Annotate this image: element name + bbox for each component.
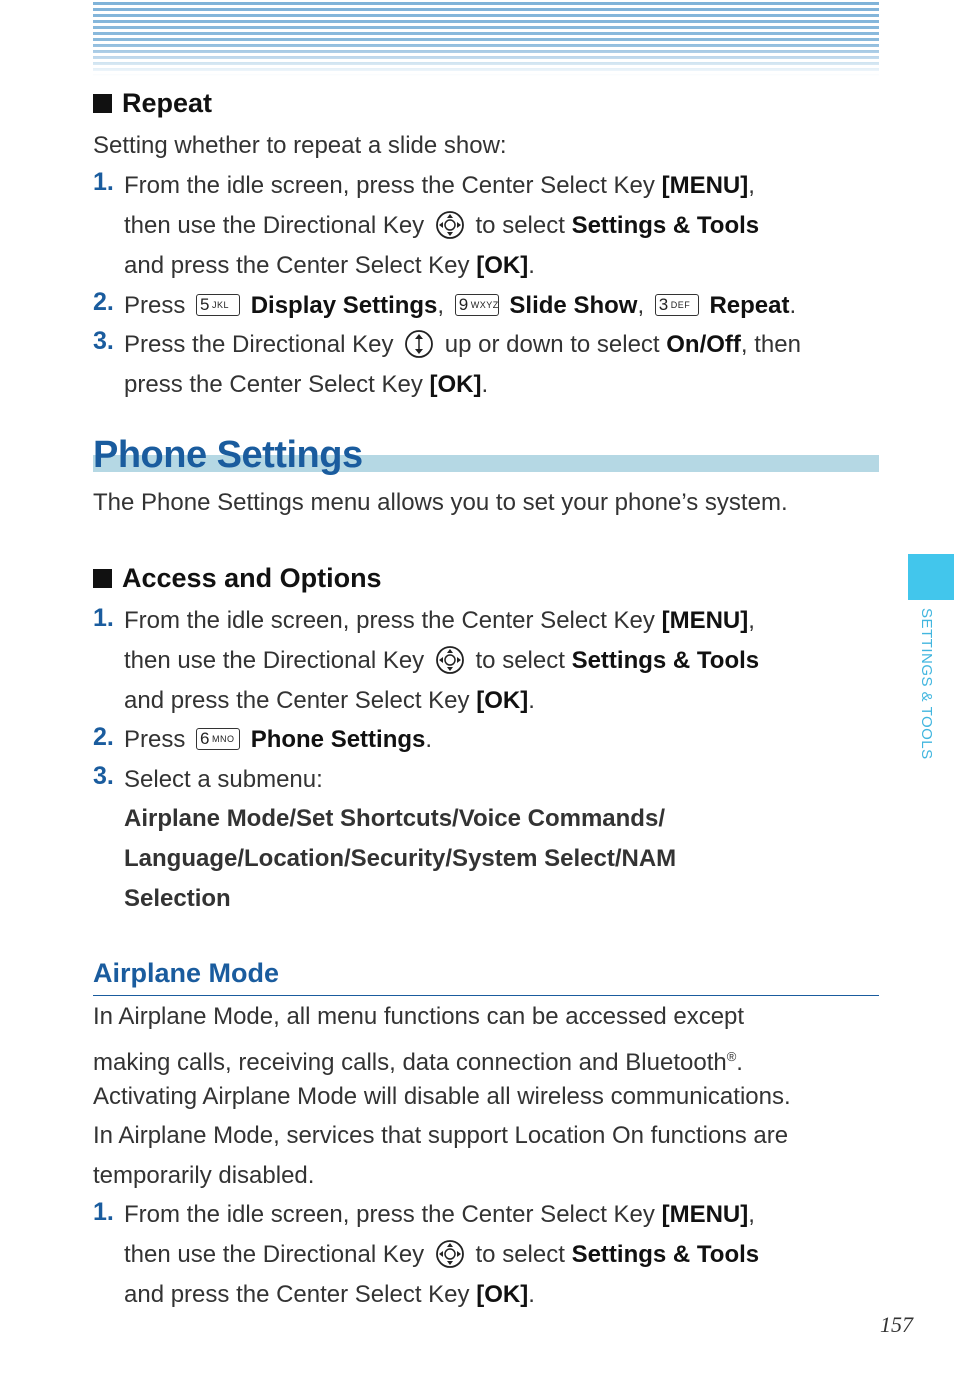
access-step1-line1: From the idle screen, press the Center Select Key [MENU], xyxy=(124,607,755,634)
submenu-list-line1: Airplane Mode/Set Shortcuts/Voice Commands/ xyxy=(124,805,665,832)
airplane-para-line2: making calls, receiving calls, data connection and Bluetooth®. xyxy=(93,1049,743,1076)
heading-underline xyxy=(93,995,879,996)
submenu-list-line3: Selection xyxy=(124,885,231,912)
repeat-heading-text: Repeat xyxy=(122,88,213,118)
key-5-icon: 5 JKL xyxy=(196,294,240,316)
repeat-step2: Press 5 JKL Display Settings, 9 WXYZ Slide Show, 3 DEF Repeat. xyxy=(124,292,797,319)
airplane-step1-line1: From the idle screen, press the Center Select Key [MENU], xyxy=(124,1201,755,1228)
up-down-key-icon xyxy=(404,329,434,359)
directional-key-icon xyxy=(435,645,465,675)
step-number: 1. xyxy=(93,604,114,632)
key-3-icon: 3 DEF xyxy=(655,294,699,316)
repeat-step1-line1: From the idle screen, press the Center Select Key [MENU], xyxy=(124,172,755,199)
section-tab-label: SETTINGS & TOOLS xyxy=(918,608,935,760)
step-number: 2. xyxy=(93,288,114,316)
access-step2: Press 6 MNO Phone Settings. xyxy=(124,726,433,753)
page-title: Phone Settings xyxy=(93,434,363,476)
step-number: 3. xyxy=(93,327,114,355)
repeat-step1-line3: and press the Center Select Key [OK]. xyxy=(124,252,535,279)
bullet-square-icon xyxy=(93,94,112,113)
page-number: 157 xyxy=(880,1312,913,1337)
access-step1-line2: then use the Directional Key to select Settings & Tools xyxy=(124,647,760,674)
repeat-step3-line2: press the Center Select Key [OK]. xyxy=(124,371,489,398)
header-stripes xyxy=(93,2,879,76)
section-tab-marker xyxy=(908,554,954,600)
repeat-step1-line2: then use the Directional Key to select Settings & Tools xyxy=(124,212,760,239)
access-step3-intro: Select a submenu: xyxy=(124,766,323,793)
directional-key-icon xyxy=(435,210,465,240)
repeat-heading xyxy=(93,88,212,119)
airplane-step1-line2: then use the Directional Key to select Settings & Tools xyxy=(124,1241,760,1268)
airplane-heading: Airplane Mode xyxy=(93,958,280,988)
bullet-square-icon xyxy=(93,569,112,588)
airplane-para-line3: Activating Airplane Mode will disable all wireless communications. xyxy=(93,1083,791,1110)
airplane-para-line4: In Airplane Mode, services that support Location On functions are xyxy=(93,1122,789,1149)
key-6-icon: 6 MNO xyxy=(196,728,240,750)
step-number: 1. xyxy=(93,1198,114,1226)
repeat-intro: Setting whether to repeat a slide show: xyxy=(93,132,507,159)
submenu-list-line2: Language/Location/Security/System Select/NAM xyxy=(124,845,677,872)
access-step1-line3: and press the Center Select Key [OK]. xyxy=(124,687,535,714)
key-9-icon: 9 WXYZ xyxy=(455,294,499,316)
repeat-step3-line1: Press the Directional Key up or down to select On/Off, then xyxy=(124,331,801,358)
access-heading xyxy=(93,563,382,594)
step-number: 1. xyxy=(93,168,114,196)
airplane-para-line1: In Airplane Mode, all menu functions can be accessed except xyxy=(93,1003,745,1030)
directional-key-icon xyxy=(435,1239,465,1269)
step-number: 2. xyxy=(93,723,114,751)
access-heading-text: Access and Options xyxy=(122,563,382,593)
step-number: 3. xyxy=(93,762,114,790)
airplane-step1-line3: and press the Center Select Key [OK]. xyxy=(124,1281,535,1308)
airplane-para-line5: temporarily disabled. xyxy=(93,1162,315,1189)
phone-settings-intro: The Phone Settings menu allows you to set your phone’s system. xyxy=(93,489,788,516)
